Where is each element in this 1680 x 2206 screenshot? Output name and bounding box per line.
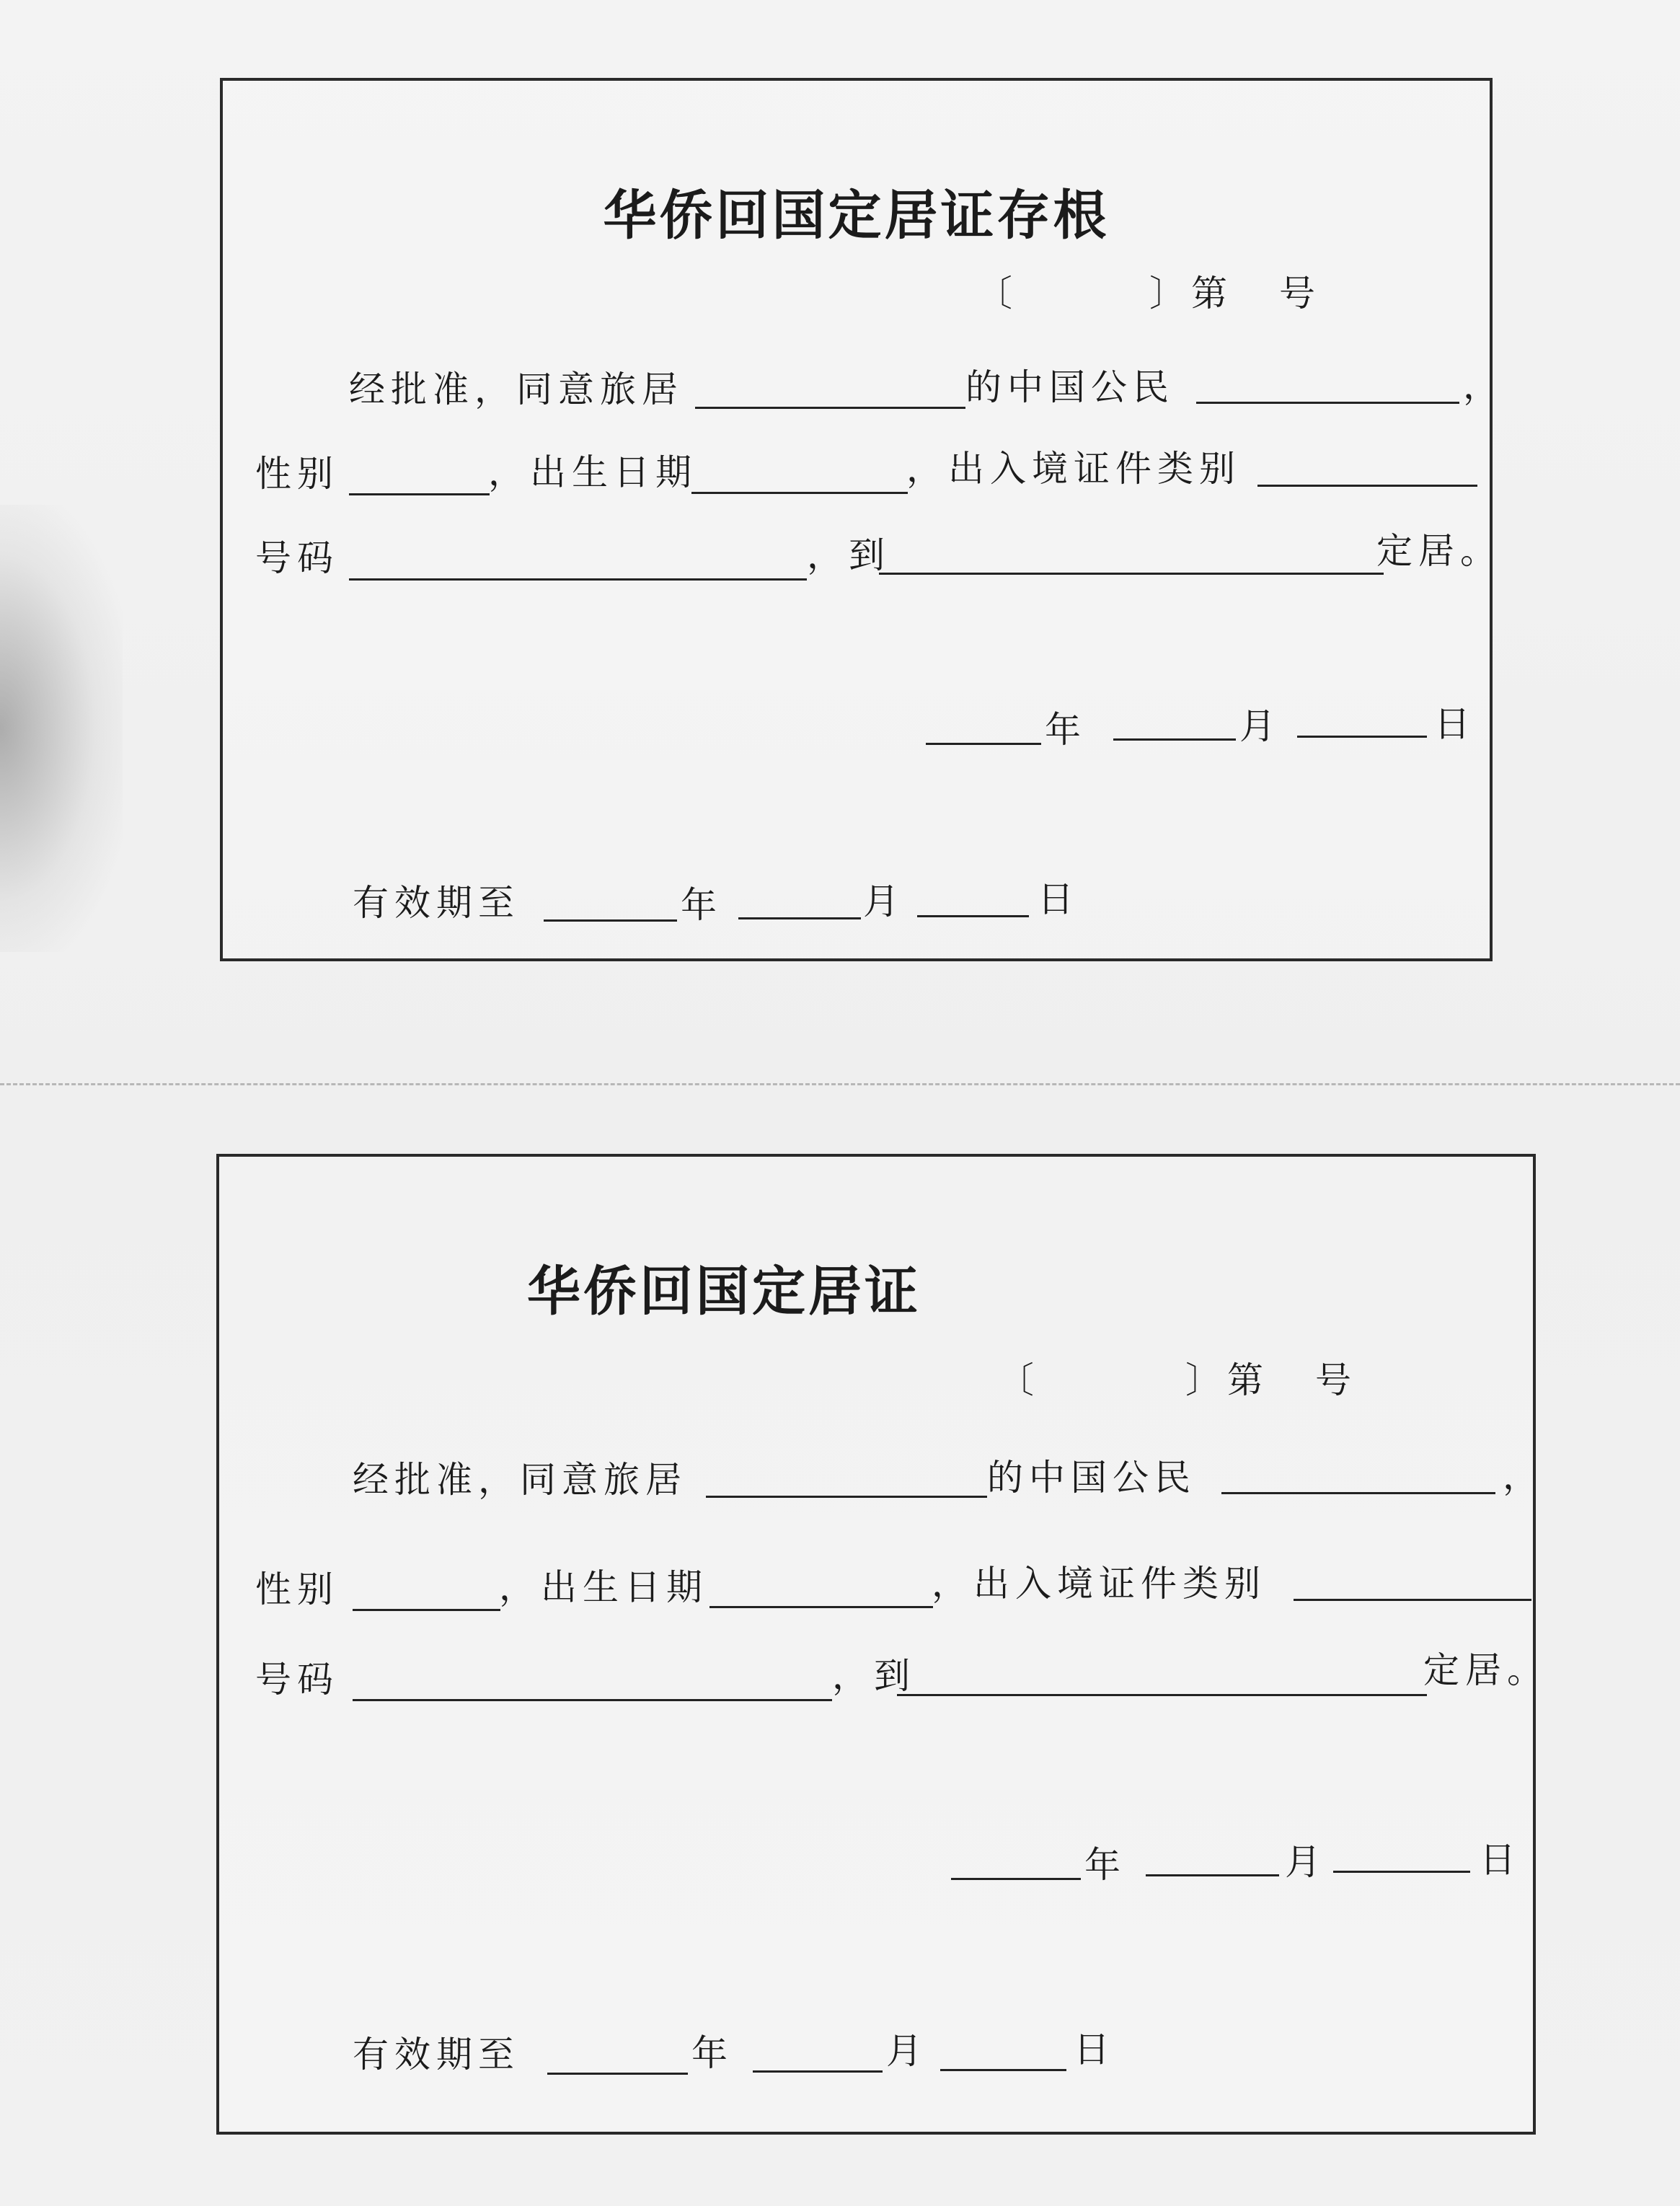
stub-bracket-right: 〕第 xyxy=(1149,273,1233,314)
certificate-settle-label: 定居。 xyxy=(1423,1649,1549,1691)
stub-valid-year-field[interactable] xyxy=(544,919,677,922)
stub-gender-field[interactable] xyxy=(349,493,490,495)
certificate-to-label: ，到 xyxy=(832,1655,916,1697)
stub-number-label: 号码 xyxy=(255,537,339,579)
certificate-bracket-left: 〔 xyxy=(998,1359,1040,1401)
certificate-valid-year-field[interactable] xyxy=(547,2073,688,2075)
stub-doc-type-label: ，出入境证件类别 xyxy=(906,448,1241,490)
certificate-approval-prefix: 经批准，同意旅居 xyxy=(353,1459,687,1501)
certificate-birthdate-field[interactable] xyxy=(709,1606,933,1608)
certificate-form xyxy=(216,1154,1549,2135)
stub-valid-day-label: 日 xyxy=(1038,878,1079,920)
certificate-issue-day-label: 日 xyxy=(1480,1839,1521,1881)
certificate-valid-year-label: 年 xyxy=(691,2032,733,2074)
certificate-comma: ， xyxy=(1503,1455,1544,1497)
certificate-number-suffix: 号 xyxy=(1315,1359,1357,1401)
certificate-birthdate-label: ，出生日期 xyxy=(499,1566,708,1608)
stub-issue-month-field[interactable] xyxy=(1113,738,1236,741)
certificate-country-field[interactable] xyxy=(706,1496,987,1498)
stub-valid-until-label: 有效期至 xyxy=(353,882,520,924)
certificate-bracket-right: 〕第 xyxy=(1185,1359,1269,1401)
stub-citizen-label: 的中国公民 xyxy=(965,366,1175,408)
certificate-doc-type-field[interactable] xyxy=(1294,1599,1531,1601)
stub-name-field[interactable] xyxy=(1196,402,1459,404)
stub-to-label: ，到 xyxy=(807,534,890,576)
stub-approval-prefix: 经批准，同意旅居 xyxy=(349,369,684,410)
stub-form xyxy=(220,78,1505,961)
stub-doc-type-field[interactable] xyxy=(1257,485,1477,487)
certificate-citizen-label: 的中国公民 xyxy=(987,1457,1196,1499)
stub-destination-field[interactable] xyxy=(879,573,1384,575)
stub-valid-day-field[interactable] xyxy=(917,915,1029,917)
certificate-issue-month-field[interactable] xyxy=(1146,1874,1279,1876)
stub-birthdate-field[interactable] xyxy=(691,492,908,494)
stub-issue-year-label: 年 xyxy=(1045,709,1087,751)
stub-valid-month-label: 月 xyxy=(863,881,905,922)
perforation-line xyxy=(0,1083,1680,1085)
stub-number-suffix: 号 xyxy=(1279,273,1321,314)
certificate-doc-type-label: ，出入境证件类别 xyxy=(932,1563,1266,1605)
certificate-valid-until-label: 有效期至 xyxy=(353,2034,520,2075)
stub-issue-day-field[interactable] xyxy=(1297,736,1427,738)
certificate-doc-number-field[interactable] xyxy=(353,1699,832,1701)
stub-valid-month-field[interactable] xyxy=(738,917,861,919)
stub-bracket-left: 〔 xyxy=(976,273,1018,314)
certificate-issue-year-field[interactable] xyxy=(951,1878,1081,1880)
stub-gender-label: 性别 xyxy=(255,453,339,495)
certificate-valid-day-field[interactable] xyxy=(940,2069,1066,2071)
certificate-valid-day-label: 日 xyxy=(1074,2029,1115,2070)
stub-settle-label: 定居。 xyxy=(1376,530,1502,572)
certificate-gender-field[interactable] xyxy=(353,1609,500,1611)
stub-issue-year-field[interactable] xyxy=(926,743,1041,745)
certificate-valid-month-label: 月 xyxy=(886,2030,928,2072)
certificate-number-label: 号码 xyxy=(255,1659,339,1700)
stub-doc-number-field[interactable] xyxy=(349,578,807,581)
stub-issue-day-label: 日 xyxy=(1434,703,1476,745)
certificate-issue-month-label: 月 xyxy=(1285,1841,1327,1883)
stub-issue-month-label: 月 xyxy=(1239,705,1281,747)
stub-comma: ， xyxy=(1463,365,1505,407)
certificate-issue-day-field[interactable] xyxy=(1333,1871,1470,1873)
stub-birthdate-label: ，出生日期 xyxy=(488,451,697,493)
stub-title: 华侨回国定居证存根 xyxy=(603,185,1110,247)
certificate-title: 华侨回国定居证 xyxy=(527,1261,921,1323)
certificate-valid-month-field[interactable] xyxy=(753,2070,883,2073)
certificate-name-field[interactable] xyxy=(1221,1492,1495,1494)
certificate-issue-year-label: 年 xyxy=(1084,1844,1126,1886)
certificate-gender-label: 性别 xyxy=(255,1569,339,1610)
certificate-destination-field[interactable] xyxy=(897,1694,1427,1696)
hand-shadow xyxy=(0,505,123,952)
stub-valid-year-label: 年 xyxy=(681,884,722,926)
stub-country-field[interactable] xyxy=(695,407,965,409)
